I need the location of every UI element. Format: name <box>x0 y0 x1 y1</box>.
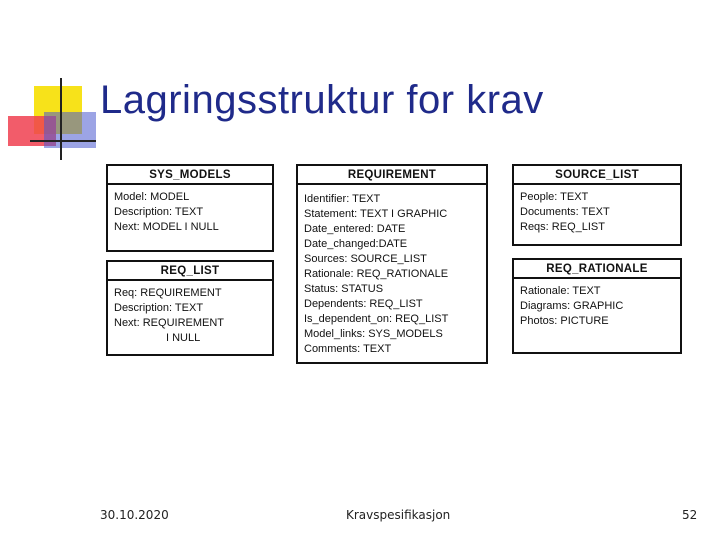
table-field: Req: REQUIREMENT <box>114 287 222 299</box>
table-field: Comments: TEXT <box>304 343 392 355</box>
table-field: Statement: TEXT I GRAPHIC <box>304 208 448 220</box>
table-field: Is_dependent_on: REQ_LIST <box>304 313 449 325</box>
logo-horizontal-line <box>30 140 96 142</box>
table-field: Documents: TEXT <box>520 206 610 218</box>
table-field: Date_entered: DATE <box>304 223 406 235</box>
table-field: Dependents: REQ_LIST <box>304 298 423 310</box>
table-field: Description: TEXT <box>114 206 204 218</box>
footer-title: Kravspesifikasjon <box>346 508 451 522</box>
table-header: SYS_MODELS <box>108 166 272 185</box>
table-field: Diagrams: GRAPHIC <box>520 300 624 312</box>
table-req-list <box>106 260 274 356</box>
table-field: Status: STATUS <box>304 283 384 295</box>
table-field: Rationale: TEXT <box>520 285 601 297</box>
table-field: Photos: PICTURE <box>520 315 609 327</box>
table-field: Date_changed:DATE <box>304 238 408 250</box>
table-field: Rationale: REQ_RATIONALE <box>304 268 449 280</box>
table-source-list <box>512 164 682 246</box>
page-number: 52 <box>682 508 698 522</box>
table-field: People: TEXT <box>520 191 589 203</box>
table-requirement <box>296 164 488 364</box>
logo-vertical-line <box>60 78 62 160</box>
slide-title: Lagringsstruktur for krav <box>100 78 544 122</box>
logo-blue-square <box>44 112 96 148</box>
table-header: REQUIREMENT <box>298 166 486 185</box>
table-field: Description: TEXT <box>114 302 204 314</box>
table-header: REQ_LIST <box>108 262 272 281</box>
table-field: Next: REQUIREMENT <box>114 317 225 329</box>
table-field: Identifier: TEXT <box>304 193 381 205</box>
table-field: Model: MODEL <box>114 191 190 203</box>
table-req-rationale <box>512 258 682 354</box>
table-field: Model_links: SYS_MODELS <box>304 328 443 340</box>
table-sys-models <box>106 164 274 252</box>
footer-date: 30.10.2020 <box>100 508 169 522</box>
table-field: I NULL <box>166 332 201 344</box>
table-header: SOURCE_LIST <box>514 166 680 185</box>
table-field: Reqs: REQ_LIST <box>520 221 605 233</box>
table-header: REQ_RATIONALE <box>514 260 680 279</box>
table-field: Sources: SOURCE_LIST <box>304 253 427 265</box>
table-field: Next: MODEL I NULL <box>114 221 219 233</box>
